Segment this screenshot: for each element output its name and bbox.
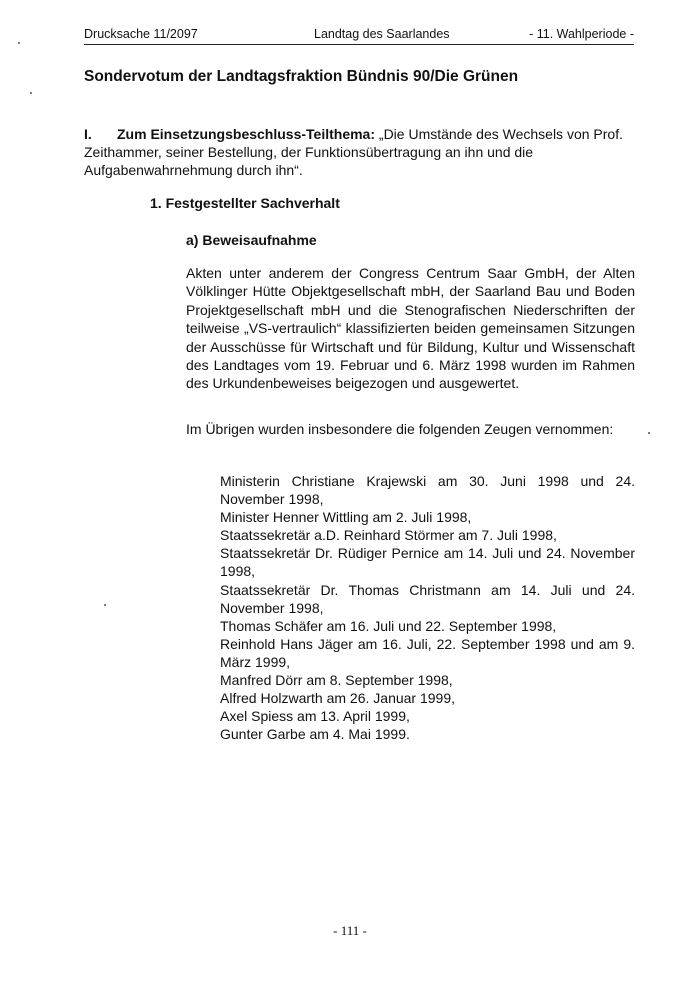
list-item: Gunter Garbe am 4. Mai 1999. [220, 726, 410, 743]
page-header [84, 24, 634, 45]
subsection-heading: 1. Festgestellter Sachverhalt [150, 195, 340, 211]
scan-speck [104, 604, 106, 606]
list-item: Manfred Dörr am 8. September 1998, [220, 672, 453, 689]
list-item: Reinhold Hans Jäger am 16. Juli, 22. September 1998 und am 9. März 1999, [220, 635, 635, 670]
list-item: Ministerin Christiane Krajewski am 30. Juni 1998 und 24. November 1998, [220, 473, 635, 508]
header-parliament: Landtag des Saarlandes [314, 27, 450, 41]
document-title: Sondervotum der Landtagsfraktion Bündnis 90/Die Grünen [84, 68, 519, 85]
evidence-paragraph: Akten unter anderem der Congress Centrum Saar GmbH, der Alten Völklinger Hütte Objektgesellschaft mbH, der Saarland Bau und Boden Projektgesellschaft mbH und die Stenografischen Niederschriften der teilweise „VS-vertraulich“ klassifizierten beiden gemeinsamen Sitzungen der Ausschüsse für Wirtschaft und für Bildung, Kultur und Wissenschaft des Landtages vom 19. Februar und 6. März 1998 wurden im Rahmen des Urkundenbeweises beigezogen und ausgewertet. [186, 265, 635, 392]
subsubsection-heading: a) Beweisaufnahme [186, 232, 317, 248]
scan-speck [30, 92, 32, 94]
header-legislative-period: - 11. Wahlperiode - [529, 27, 634, 41]
section-heading: Zum Einsetzungsbeschluss-Teilthema: [117, 126, 376, 142]
list-item: Staatssekretär Dr. Rüdiger Pernice am 14. Juli und 24. November 1998, [220, 545, 635, 580]
header-document-number: Drucksache 11/2097 [84, 27, 198, 41]
list-item: Minister Henner Wittling am 2. Juli 1998, [220, 509, 472, 526]
list-item: Thomas Schäfer am 16. Juli und 22. September 1998, [220, 617, 557, 634]
witnesses-intro-paragraph: Im Übrigen wurden insbesondere die folgenden Zeugen vernommen: [186, 421, 614, 437]
section-subject: „Die Umstände des Wechsels von Prof. Zeithammer, seiner Bestellung, der Funktionsübertragung an ihn und die Aufgabenwahrnehmung durch ihn“. [84, 126, 623, 178]
list-item: Staatssekretär Dr. Thomas Christmann am 14. Juli und 24. November 1998, [220, 581, 635, 616]
witness-list [220, 472, 635, 743]
section-number: I. [84, 126, 92, 142]
scan-speck [18, 42, 20, 44]
page-number: - 111 - [333, 923, 367, 938]
list-item: Alfred Holzwarth am 26. Januar 1999, [220, 690, 456, 707]
section-intro [84, 125, 644, 179]
list-item: Axel Spiess am 13. April 1999, [220, 708, 410, 725]
list-item: Staatssekretär a.D. Reinhard Störmer am 7. Juli 1998, [220, 527, 557, 544]
scan-speck [648, 432, 650, 434]
